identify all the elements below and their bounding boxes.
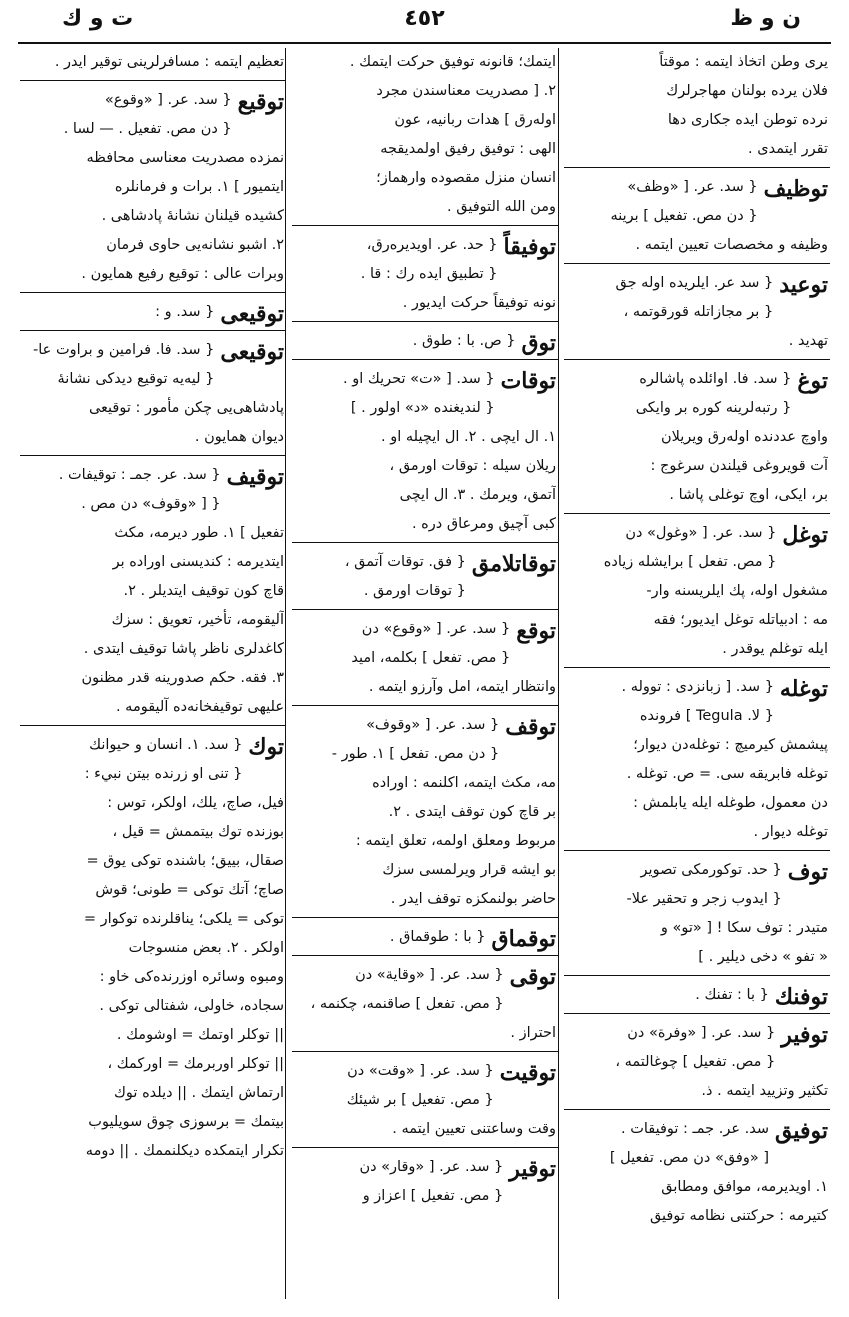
entry-headword: توقماق	[491, 926, 556, 952]
entry-text-line: { بر مجازاتله قورقوتمه ،	[623, 304, 774, 320]
column-divider-right	[558, 48, 559, 1299]
entry-text-line: آت قويروغى قيلندن سرغوج :	[650, 458, 828, 474]
dictionary-entry	[292, 961, 558, 1052]
dictionary-entry	[292, 1153, 558, 1213]
entry-text-line: { حد. عر. اويديره‌رق،	[366, 237, 498, 253]
dictionary-entry	[292, 48, 558, 226]
entry-headword: توغل	[782, 522, 828, 548]
entry-text-line: توكى = يلكى؛ يناقلرنده توكوار =	[83, 911, 284, 927]
entry-headword: توقف	[505, 714, 556, 740]
entry-text-line: تفعيل ] ١. طور ديرمه، مكث	[114, 525, 284, 541]
entry-text-line: صقال، بييق؛ باشنده توكى يوق =	[86, 853, 284, 869]
entry-text-line: { تطبيق ايده رك : قا .	[360, 266, 498, 282]
entry-text-line: ايتميور ] ١. برات و فرمانلره	[114, 179, 284, 195]
entry-text-line: { مص. تفعيل ] اعزاز و	[362, 1188, 504, 1204]
entry-headword: توقى	[509, 964, 556, 990]
entry-text-line: كشيده قيلنان نشانۀ پادشاهى .	[101, 208, 284, 224]
entry-text-line: پادشاهى‌يى چكن مأمور : توقيعى	[88, 400, 284, 416]
entry-text-line: نمزده مصدريت معناسى محافظه	[86, 150, 284, 166]
entry-text-line: ٣. فقه. حكم صدورينه قدر مظنون	[81, 670, 284, 686]
entry-text-line: { سد. عر. [ «وفرة» دن	[627, 1025, 776, 1041]
entry-text-line: اوله‌رق ] هدات ربانيه، عون	[394, 112, 556, 128]
entry-text-line: { لنديغنده «د» اولور . ]	[350, 400, 495, 416]
entry-text-line: { ليه‌يه توقيع ديدكى نشانۀ	[57, 371, 215, 387]
entry-text-line: { سد. فا. اوائلده پاشالره	[639, 371, 792, 387]
entry-text-line: متيدر : توف سكا ! [ «تو» و	[660, 920, 828, 936]
entry-text-line: حاضر بولنمكزه توقف ايدر .	[390, 891, 556, 907]
entry-text-line: نونه توفيقاً حركت ايديور .	[402, 295, 556, 311]
entry-text-line: آتمق، ويرمك . ٣. ال ايچى	[399, 487, 556, 503]
entry-text-line: { سد. عر. [ «وقت» دن	[347, 1063, 494, 1079]
entry-text-line: آليقومه، تأخير، تعويق : سزك	[111, 612, 284, 628]
entry-text-line: بر قاچ كون توقف ايتدى . ٢.	[388, 804, 556, 820]
dictionary-entry	[564, 1019, 830, 1110]
dictionary-entry	[564, 269, 830, 360]
entry-text-line: كتيرمه : حركتنى نظامه توفيق	[649, 1208, 828, 1224]
entry-text-line: { سد. عر. [ «وقار» دن	[359, 1159, 504, 1175]
entry-text-line: { دن مص. تفعيل ] برينه	[610, 208, 758, 224]
entry-text-line: توغله ديوار .	[753, 824, 828, 840]
entry-text-line: ومن الله التوفيق .	[447, 199, 556, 215]
entry-headword: توقيت	[499, 1060, 556, 1086]
entry-text-line: { سد. عر. جمـ : توقيفات .	[58, 467, 221, 483]
entry-text-line: { سد. [ زبانزدى : تووله .	[621, 679, 774, 695]
entry-text-line: { لا. Tegula ] فرونده	[639, 708, 774, 724]
entry-text-line: سد. عر. جمـ : توفيقات .	[620, 1121, 769, 1137]
entry-text-line: { دن مص. تفعيل . — لسا .	[63, 121, 232, 137]
dictionary-entry	[564, 365, 830, 514]
entry-text-line: ١. اويديرمه، موافق ومطابق	[661, 1179, 828, 1195]
dictionary-entry	[292, 548, 558, 610]
entry-text-line: توغله فابريقه سى. = ص. توغله .	[626, 766, 828, 782]
entry-headword: توقيع	[237, 89, 284, 115]
entry-headword: توقع	[516, 618, 556, 644]
entry-text-line: مربوط ومعلق اولمه، تعلق ايتمه :	[355, 833, 556, 849]
dictionary-entry	[564, 981, 830, 1014]
entry-text-line: تعظيم ايتمه : مسافرلرينى توقير ايدر .	[54, 54, 284, 70]
entry-text-line: { سد. عر. [ «وقوف»	[366, 717, 500, 733]
entry-text-line: { با : تفنك .	[695, 987, 769, 1003]
entry-text-line: ريلان سيله : توقات اورمق ،	[389, 458, 556, 474]
entry-headword: توف	[787, 859, 828, 885]
entry-text-line: { سد. فا. فرامين و براوت عا-	[33, 342, 215, 358]
entry-text-line: صاچ؛ آتك توكى = طونى؛ قوش	[95, 882, 284, 898]
entry-text-line: { حد. توكورمكى تصوير	[640, 862, 782, 878]
entry-headword: توغله	[779, 676, 828, 702]
entry-text-line: ايتديرمه : كنديسنى اوراده بر	[112, 554, 284, 570]
entry-text-line: { [ «وقوف» دن مص .	[81, 496, 221, 512]
entry-text-line: { سد. ١. انسان و حيوانك	[89, 737, 243, 753]
entry-text-line: احتراز .	[510, 1025, 556, 1041]
entry-headword: توعيد	[779, 272, 828, 298]
column-middle	[292, 48, 558, 1213]
entry-headword: توق	[521, 330, 556, 356]
dictionary-entry	[292, 327, 558, 360]
entry-headword: توقاتلامق	[471, 551, 556, 577]
entry-text-line: تقرر ايتمدى .	[748, 141, 828, 157]
entry-text-line: وبرات عالى : توقيع رفيع همايون .	[81, 266, 284, 282]
entry-text-line: فيل، صاچ، يلك، اولكر، توس :	[107, 795, 284, 811]
entry-headword: توفنك	[774, 984, 828, 1010]
entry-text-line: سجاده، خاولى، شفتالى توكى .	[99, 998, 284, 1014]
entry-text-line: { مص. تفعل ] بكلمه، اميد	[351, 650, 511, 666]
entry-text-line: وظيفه و مخصصات تعيين ايتمه .	[635, 237, 828, 253]
entry-text-line: تكثير وتزييد ايتمه . ذ.	[701, 1083, 828, 1099]
entry-text-line: { رتبه‌لرينه كوره بر وايكى	[635, 400, 792, 416]
entry-text-line: || توكلر اوتمك = اوشومك .	[116, 1027, 284, 1043]
running-head-left: ت و ك	[62, 6, 134, 31]
entry-headword: توظيف	[763, 176, 828, 202]
dictionary-entry	[292, 615, 558, 706]
entry-text-line: { مص. تفعل ] صاقنمه، چكنمه ،	[310, 996, 504, 1012]
entry-text-line: ١. ال ايچى . ٢. ال ايچيله او .	[381, 429, 556, 445]
dictionary-entry	[20, 461, 286, 726]
entry-text-line: { سد. عر. [ «وظف»	[627, 179, 758, 195]
dictionary-entry	[20, 298, 286, 331]
entry-text-line: || توكلر اوربرمك = اوركمك ،	[107, 1056, 284, 1072]
entry-headword: توفيقاً	[503, 234, 556, 260]
entry-text-line: { مص. تفعيل ] چوغالتمه ،	[615, 1054, 776, 1070]
entry-text-line: وقت وساعتنى تعيين ايتمه .	[392, 1121, 556, 1137]
entry-text-line: { سد. عر. [ «وقوع» دن	[361, 621, 511, 637]
dictionary-entry	[564, 856, 830, 976]
entry-text-line: كبى آچيق ومرعاق دره .	[411, 516, 556, 532]
entry-text-line: ارتماش ايتمك . || ديلده توك	[113, 1085, 284, 1101]
entry-text-line: ٢. [ مصدريت معناسندن مجرد	[376, 83, 556, 99]
entry-headword: توقيف	[226, 464, 284, 490]
entry-text-line: { سد عر. ايلريده اوله جق	[615, 275, 774, 291]
entry-text-line: الهى : توفيق رفيق اولمديقجه	[380, 141, 556, 157]
entry-text-line: بر، ايكى، اوچ توغلى پاشا .	[669, 487, 828, 503]
entry-text-line: اولكر . ٢. بعض منسوجات	[128, 940, 284, 956]
entry-text-line: « تفو » دخى ديلير . ]	[698, 949, 828, 965]
entry-text-line: عليهى توقيفخانه‌ده آليقومه .	[115, 699, 284, 715]
entry-text-line: ايله توغلم يوقدر .	[722, 641, 828, 657]
entry-text-line: { با : طوقماق .	[389, 929, 486, 945]
dictionary-entry	[292, 365, 558, 543]
entry-text-line: بوزنده توك بيتممش = قيل ،	[112, 824, 284, 840]
entry-text-line: مه : ادبياتله توغل ايديور؛ فقه	[653, 612, 828, 628]
entry-text-line: واوچ عددنده اوله‌رق ويريلان	[660, 429, 828, 445]
entry-headword: توفيق	[775, 1118, 828, 1144]
entry-text-line: تكرار ايتمكده ديكلنممك . || دومه	[85, 1143, 284, 1159]
entry-text-line: { سد. عر. [ «وقاية» دن	[355, 967, 504, 983]
dictionary-entry	[292, 711, 558, 918]
entry-text-line: ديوان همايون .	[194, 429, 284, 445]
header-rule	[18, 42, 831, 44]
entry-text-line: { سد. عر. [ «وغول» دن	[625, 525, 777, 541]
entry-text-line: ايتمك؛ قانونه توفيق حركت ايتمك .	[349, 54, 556, 70]
dictionary-entry	[564, 1115, 830, 1233]
entry-text-line: { سد. و :	[155, 304, 215, 320]
entry-text-line: ومبوه وسائره اوزرنده‌كى خاو :	[99, 969, 284, 985]
dictionary-entry	[20, 86, 286, 293]
entry-text-line: { ص. با : طوق .	[412, 333, 516, 349]
entry-text-line: يرى وطن اتخاذ ايتمه : موقتاً	[659, 54, 828, 70]
entry-headword: توك	[248, 734, 284, 760]
entry-text-line: مه، مكث ايتمه، اكلنمه : اوراده	[372, 775, 556, 791]
entry-text-line: { مص. تفعيل ] بر شيئك	[346, 1092, 494, 1108]
entry-text-line: بيتمك = برسوزى چوق سويليوب	[88, 1114, 284, 1130]
entry-text-line: انسان منزل مقصوده وارهماز؛	[376, 170, 556, 186]
entry-text-line: دن معمول، طوغله ايله يابلمش :	[633, 795, 828, 811]
entry-text-line: { توقات اورمق .	[363, 583, 466, 599]
entry-text-line: { تنى او زرنده بيتن نبيء :	[84, 766, 243, 782]
dictionary-entry	[292, 923, 558, 956]
entry-text-line: { فق. توقات آتمق ،	[344, 554, 466, 570]
dictionary-entry	[564, 173, 830, 264]
dictionary-entry	[564, 519, 830, 668]
entry-headword: توقيعى	[220, 339, 284, 365]
dictionary-entry	[564, 48, 830, 168]
entry-text-line: { مص. تفعل ] برايشله زياده	[603, 554, 777, 570]
entry-text-line: نرده توطن ايده جكارى دها	[667, 112, 828, 128]
dictionary-entry	[564, 673, 830, 851]
entry-headword: توقير	[509, 1156, 556, 1182]
entry-text-line: مشغول اوله، پك ايلريسنه وار-	[646, 583, 828, 599]
dictionary-entry	[292, 1057, 558, 1148]
entry-text-line: تهديد .	[788, 333, 828, 349]
entry-text-line: { ايدوب زجر و تحقير علا-	[626, 891, 782, 907]
column-right	[564, 48, 830, 1233]
dictionary-entry	[20, 731, 286, 1168]
dictionary-entry	[20, 336, 286, 456]
dictionary-entry	[292, 231, 558, 322]
entry-text-line: { دن مص. تفعل ] ١. طور -	[331, 746, 500, 762]
entry-text-line: پيشمش كيرميچ : توغله‌دن ديوار؛	[633, 737, 828, 753]
entry-headword: توغ	[797, 368, 828, 394]
running-head-right: ن و ظ	[730, 6, 801, 31]
entry-headword: توقيعى	[220, 301, 284, 327]
entry-headword: توفير	[781, 1022, 828, 1048]
entry-text-line: [ «وفق» دن مص. تفعيل ]	[609, 1150, 769, 1166]
entry-text-line: فلان يرده بولنان مهاجرلرك	[666, 83, 828, 99]
entry-text-line: { سد. [ «ت» تحريك او .	[342, 371, 495, 387]
entry-text-line: { سد. عر. [ «وقوع»	[104, 92, 232, 108]
entry-text-line: قاچ كون توقيف ايتديلر . ٢.	[123, 583, 284, 599]
dictionary-entry	[20, 48, 286, 81]
entry-text-line: ٢. اشبو نشانه‌يى حاوى فرمان	[106, 237, 284, 253]
column-left	[20, 48, 286, 1168]
entry-headword: توقات	[500, 368, 556, 394]
entry-text-line: وانتظار ايتمه، امل وآرزو ايتمه .	[368, 679, 556, 695]
page-number: ٤٥٢	[404, 6, 445, 31]
entry-text-line: بو ايشه قرار ويرلمسى سزك	[382, 862, 556, 878]
entry-text-line: كاغدلرى ناظر پاشا توقيف ايتدى .	[83, 641, 284, 657]
